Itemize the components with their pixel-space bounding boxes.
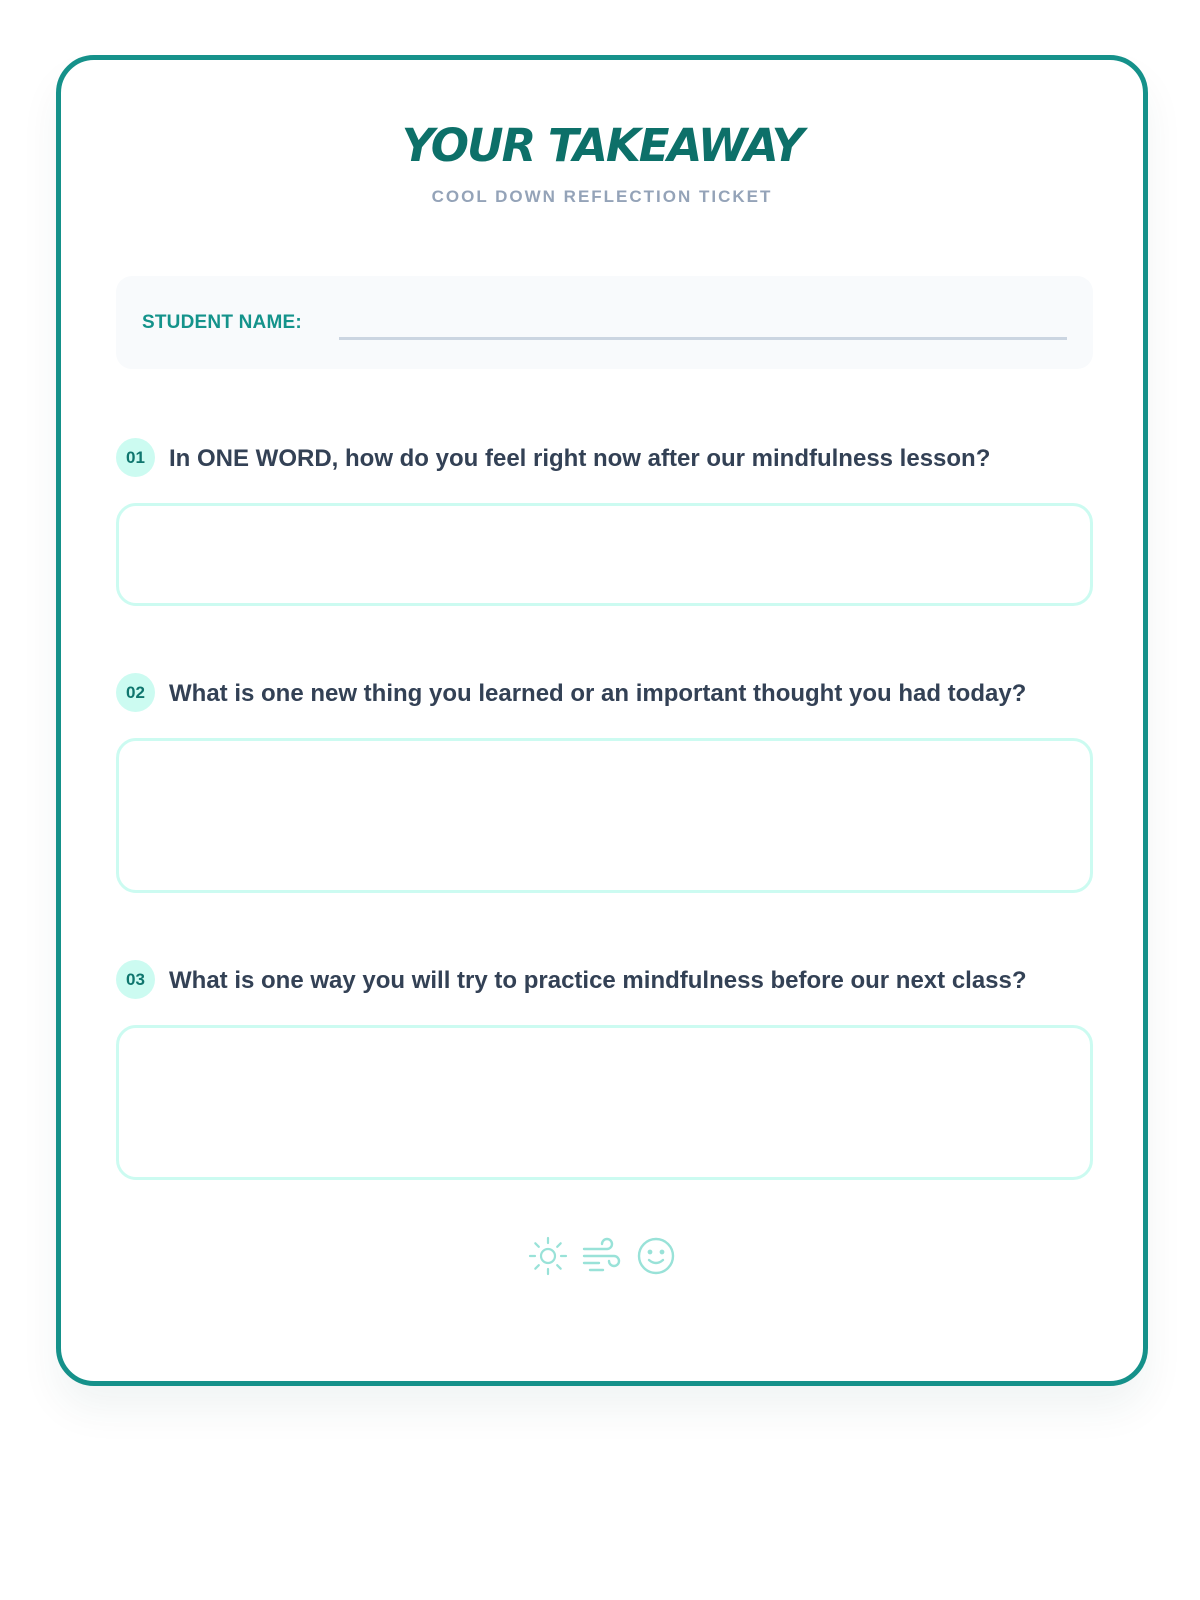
- question-3: [116, 960, 1093, 1000]
- question-2: [116, 673, 1093, 713]
- student-name-field[interactable]: [339, 337, 1067, 340]
- smiley-icon: [635, 1235, 677, 1277]
- question-header: [116, 438, 1093, 478]
- question-number-badge: 02: [116, 673, 155, 712]
- answer-field-3[interactable]: [116, 1025, 1093, 1180]
- question-header: [116, 673, 1093, 713]
- footer-icons: [61, 1235, 1143, 1279]
- wind-icon: [581, 1235, 623, 1277]
- student-name-label: STUDENT NAME:: [142, 312, 302, 333]
- ticket-title: YOUR TAKEAWAY: [401, 119, 803, 172]
- student-name-section: [116, 276, 1093, 369]
- sun-icon: [527, 1235, 569, 1277]
- question-number-badge: 01: [116, 438, 155, 477]
- question-text: In ONE WORD, how do you feel right now after our mindfulness lesson?: [169, 445, 991, 472]
- question-1: [116, 438, 1093, 478]
- question-header: [116, 960, 1093, 1000]
- ticket-subtitle: COOL DOWN REFLECTION TICKET: [431, 187, 773, 206]
- question-text: What is one way you will try to practice mindfulness before our next class?: [169, 967, 1027, 994]
- answer-field-2[interactable]: [116, 738, 1093, 893]
- reflection-ticket-card: [56, 55, 1148, 1386]
- question-text: What is one new thing you learned or an important thought you had today?: [169, 680, 1027, 707]
- question-number-badge: 03: [116, 960, 155, 999]
- answer-field-1[interactable]: [116, 503, 1093, 606]
